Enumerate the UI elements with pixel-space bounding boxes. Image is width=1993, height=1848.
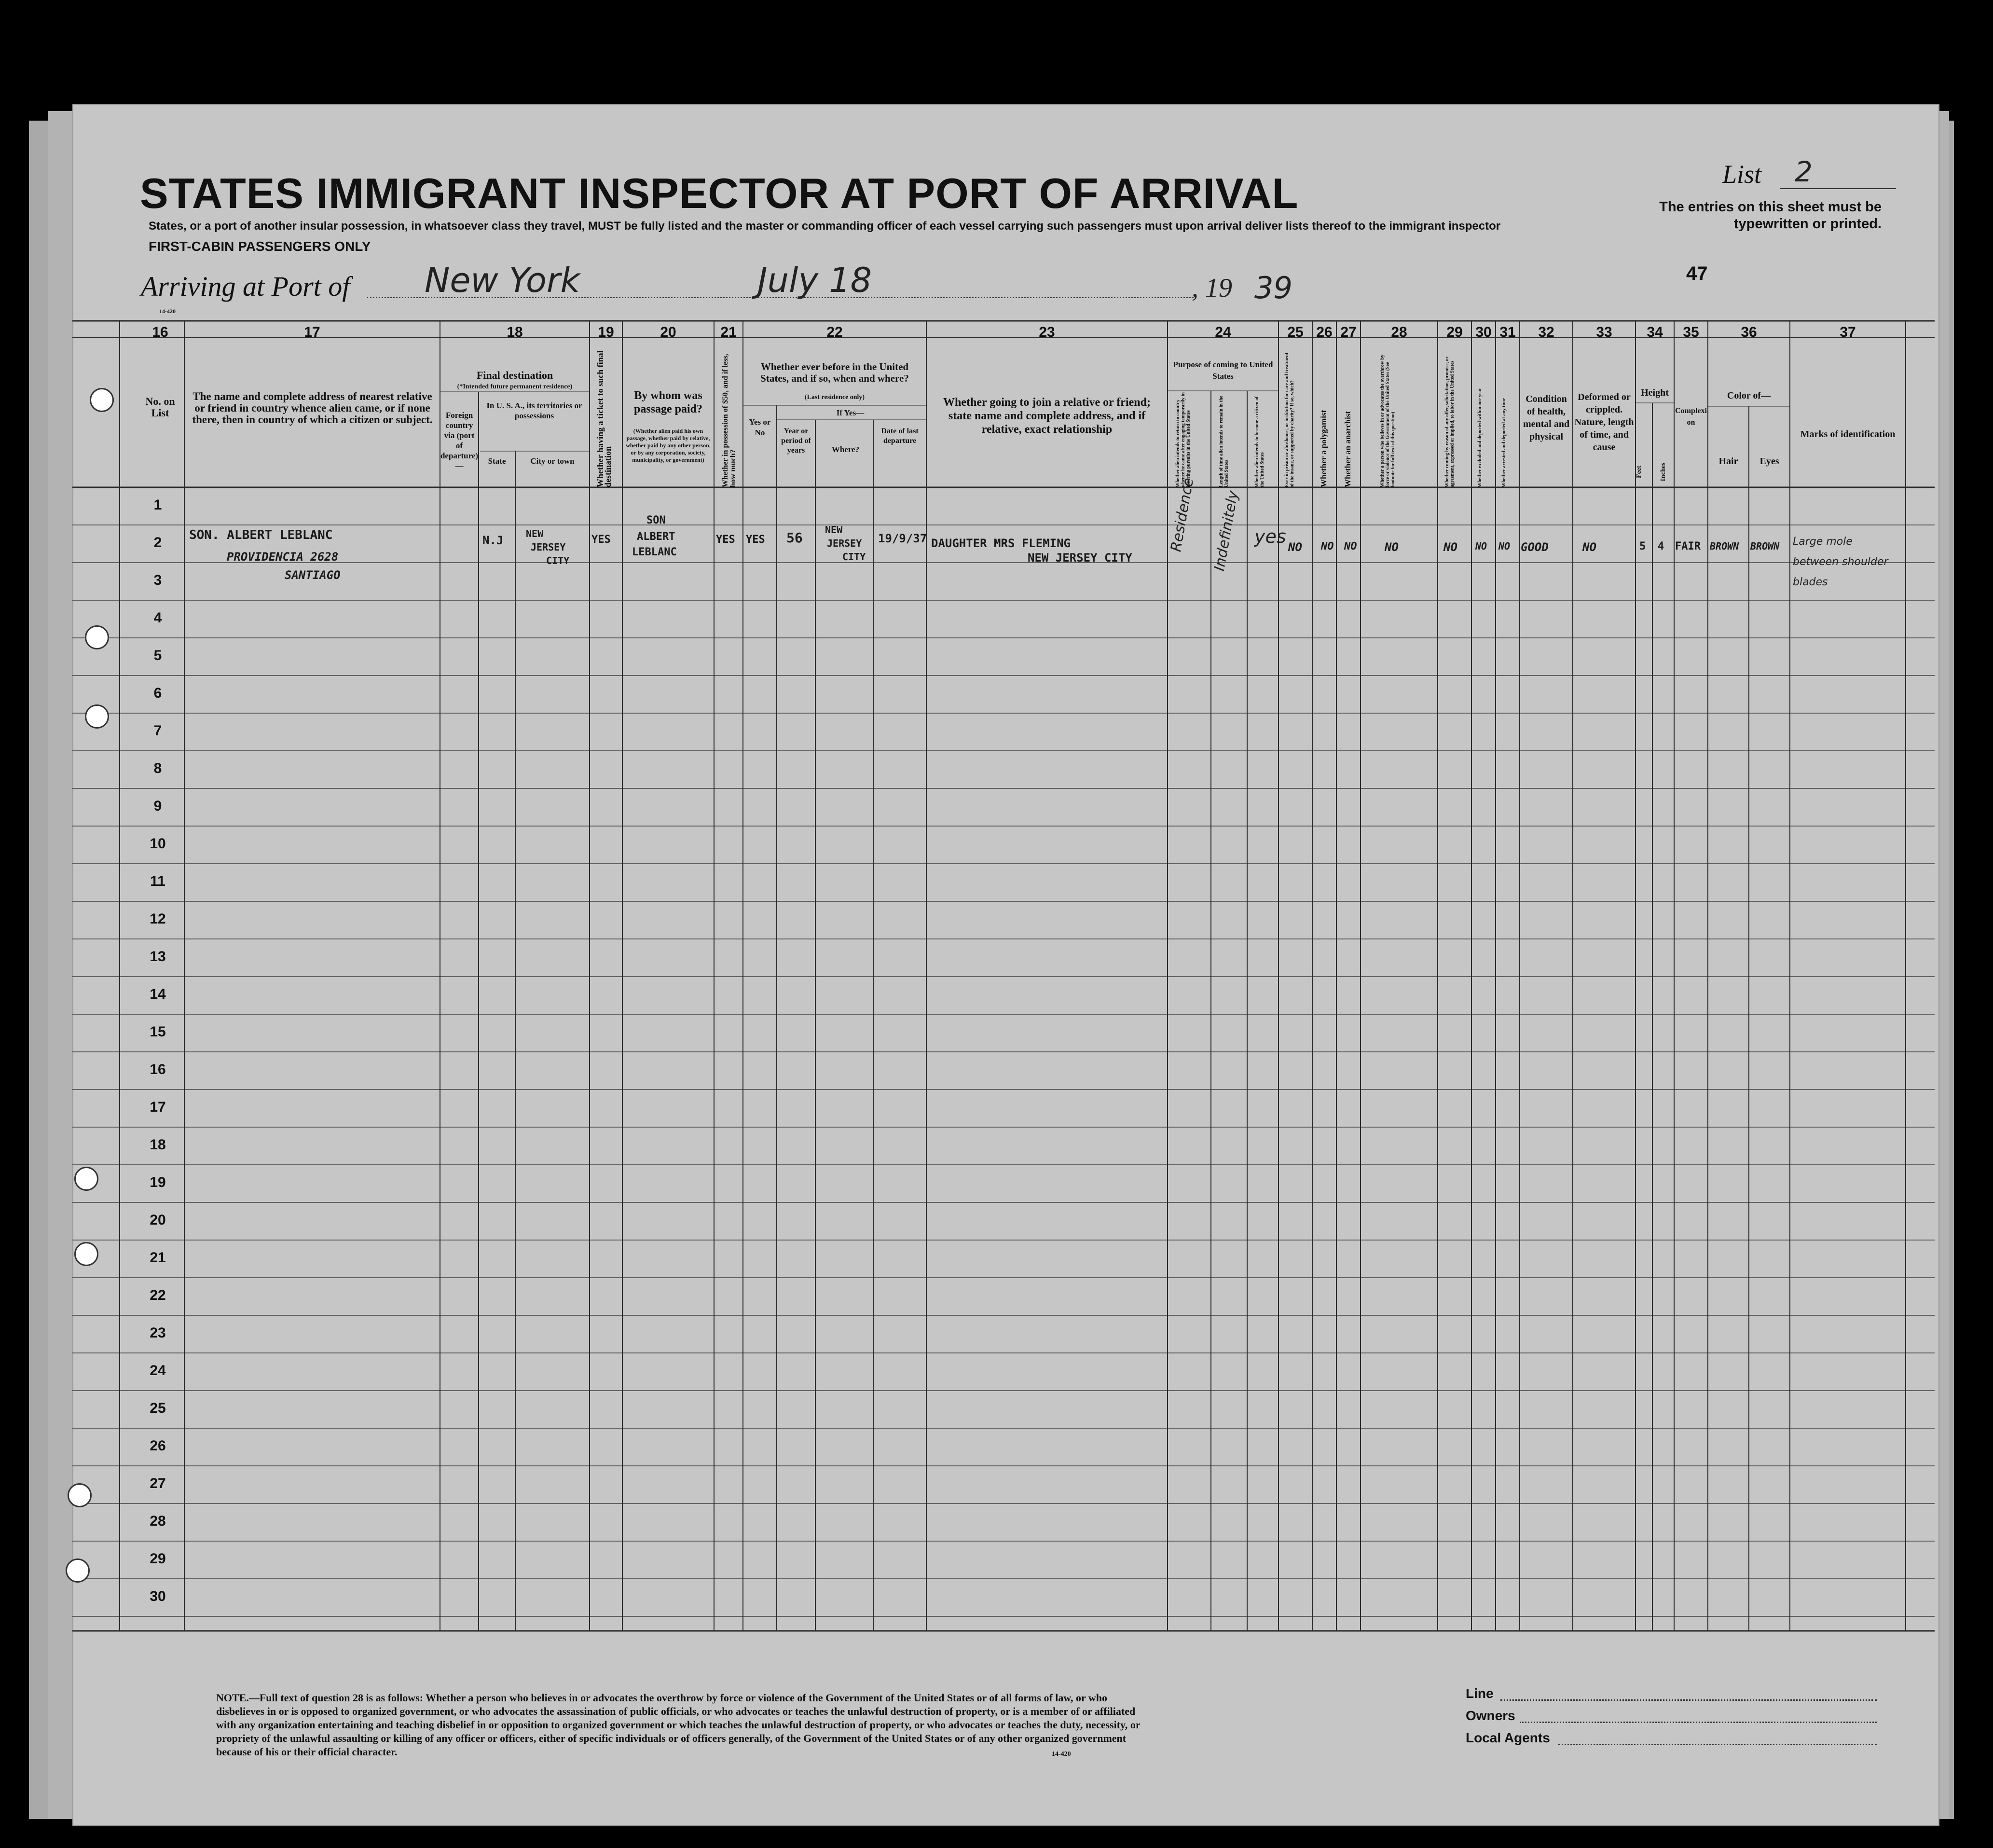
binder-hole [90, 388, 114, 412]
prison-answer: NO [1288, 540, 1302, 554]
where-3: CITY [842, 551, 866, 563]
row-number: 28 [150, 1513, 166, 1529]
binder-hole [74, 1242, 98, 1266]
hdr-fifty-dollars: Whether in possession of $50, and if less, how much? [721, 354, 737, 487]
col-num-27: 27 [1340, 324, 1357, 340]
hdr-polygamist: Whether a polygamist [1319, 410, 1328, 487]
row-number: 22 [150, 1287, 166, 1303]
hdr-city: City or town [530, 456, 575, 466]
form-title: STATES IMMIGRANT INSPECTOR AT PORT OF ARRIVAL [140, 169, 1299, 217]
hdr-color-of: Color of— [1727, 390, 1771, 401]
footnote-question-28: NOTE.—Full text of question 28 is as follows: Whether a person who believes in or advocates the overthrow by force or violence of the Government of the United States or of all forms of law, or who disbelieves in or is opposed to organized government, or who advocates the assassination of public officials, or who advocates or teaches the unlawful destruction of property, or is a member of or affiliated with any organization entertaining and teaching disbelief in or opposition to organized government or which teaches the unlawful destruction of property, or who advocates or teaches the duty, necessity, or propriety of the unlawful assaulting or killing of any officer or officers, either of specific individuals or of officers generally, of the Government of the United States or of any other organized government because of his or their official character. [216, 1692, 1141, 1758]
hdr-feet: Feet [1636, 466, 1643, 478]
owners-field [1520, 1722, 1877, 1723]
height-feet: 5 [1639, 540, 1646, 552]
paid-by-3: LEBLANC [632, 546, 677, 558]
agents-field [1558, 1744, 1877, 1745]
row-number: 1 [153, 497, 162, 513]
eyes-answer: BROWN [1750, 540, 1780, 552]
q30-answer: NO [1475, 540, 1487, 552]
col-num-17: 17 [304, 324, 320, 340]
hdr-complexion: Complexion [1675, 407, 1707, 427]
dest-city-2: JERSEY [531, 541, 566, 553]
form-code-bottom: 14-420 [1052, 1751, 1071, 1758]
hdr-yes-or-no: Yes or No [749, 417, 771, 437]
col-num-18: 18 [507, 324, 523, 340]
row-number: 15 [150, 1024, 166, 1040]
row-number: 5 [153, 648, 162, 663]
row-number: 8 [153, 760, 162, 776]
hdr-hair: Hair [1718, 456, 1738, 467]
col-num-31: 31 [1499, 324, 1516, 340]
col-num-35: 35 [1683, 324, 1699, 340]
purpose-citizen: yes [1254, 526, 1286, 547]
paid-by-1: SON [646, 514, 666, 526]
hdr-final-destination: Final destination [476, 369, 553, 381]
purpose-length: Indefinitely [1211, 489, 1242, 573]
relative-address: PROVIDENCIA 2628 [227, 550, 339, 564]
hdr-eyes: Eyes [1759, 456, 1779, 467]
hdr-if-yes: If Yes— [836, 408, 865, 417]
col-num-37: 37 [1840, 324, 1856, 340]
typewritten-note: The entries on this sheet must be typewritten or printed. [1659, 199, 1882, 232]
hdr-inches: Inches [1660, 462, 1667, 482]
hdr-ticket: Whether having a ticket to such final destination [595, 350, 613, 487]
row-number: 19 [150, 1174, 166, 1190]
col-num-20: 20 [660, 324, 676, 340]
hdr-offer-labor: Whether coming by reason of any offer, solicitation, promise, or agreement, expressed or implied, to labor in the United States [1444, 356, 1455, 487]
hdr-relative-address: The name and complete address of nearest relative or friend in country whence alien came, or if none there, then in country of which a citizen or subject. [192, 390, 433, 426]
binder-hole [85, 625, 109, 649]
form-subtitle: States, or a port of another insular possession, in whatsoever class they travel, MUST be fully listed and the master or commanding officer of each vessel carrying such passengers must upon arrival deliver lists thereof to the immigrant inspector [149, 220, 1501, 233]
purpose-residence: Residence [1168, 476, 1197, 553]
col-num-16: 16 [152, 324, 168, 340]
dest-state: N.J [482, 534, 504, 547]
row-number: 20 [150, 1212, 166, 1228]
marks-1: Large mole [1793, 536, 1853, 548]
deformed-answer: NO [1582, 540, 1596, 554]
years-answer: 56 [786, 530, 803, 546]
paid-by-2: ALBERT [637, 531, 675, 543]
hdr-final-destination-note: (*Intended future permanent residence) [457, 383, 573, 390]
q28-answer: NO [1385, 540, 1399, 554]
col-num-34: 34 [1647, 324, 1663, 340]
row-number: 3 [153, 572, 162, 588]
col-num-23: 23 [1039, 324, 1055, 340]
col-num-28: 28 [1391, 324, 1407, 340]
row-number: 6 [153, 685, 162, 701]
port-handwritten: New York [425, 261, 580, 300]
line-label: Line [1466, 1686, 1494, 1701]
join-address: NEW JERSEY CITY [1028, 551, 1132, 565]
row-number: 11 [150, 873, 165, 889]
line-field [1500, 1699, 1877, 1701]
hdr-year-period: Year or period of years [781, 427, 811, 455]
hdr-excluded: Whether excluded and deported within one year [1477, 388, 1483, 487]
row-number: 10 [150, 836, 166, 852]
first-cabin-label: FIRST-CABIN PASSENGERS ONLY [149, 239, 371, 254]
where-1: NEW [825, 524, 843, 536]
hdr-in-usa: In U. S. A., its territories or possessions [486, 401, 582, 420]
binder-hole [66, 1558, 90, 1583]
arriving-label: Arriving at Port of [141, 271, 350, 302]
height-inches: 4 [1658, 540, 1664, 552]
row-number: 17 [150, 1099, 166, 1115]
binder-hole [74, 1167, 98, 1191]
hdr-purpose-return: Whether alien intends to return to country whence he came after engaging temporarily in laboring pursuits in the United States [1175, 392, 1191, 487]
hdr-state: State [488, 456, 506, 466]
owners-label: Owners [1466, 1708, 1515, 1723]
hdr-where: Where? [831, 445, 860, 454]
col-num-32: 32 [1538, 324, 1554, 340]
before-answer: YES [746, 534, 765, 546]
binder-hole [85, 704, 109, 729]
col-num-26: 26 [1316, 324, 1333, 340]
hdr-purpose-length: Length of time alien intends to remain in the United States [1219, 396, 1229, 487]
where-2: JERSEY [827, 538, 862, 549]
list-number: 2 [1795, 155, 1813, 188]
relative-name: SON. ALBERT LEBLANC [189, 528, 333, 542]
last-departure: 19/9/37 [878, 532, 927, 545]
hdr-no-on-list: No. on List [145, 395, 175, 419]
polygamist-answer: NO [1321, 540, 1334, 552]
complexion-answer: FAIR [1675, 540, 1701, 552]
hdr-prison: Ever in prison or almshouse, or institution for care and treatment of the insane, or supported by charity? If so, which? [1284, 352, 1295, 487]
hdr-overthrow: Whether a person who believes in or advocates the overthrow by force or violence of the Government of the United States (See footnote for full text of this question) [1380, 355, 1396, 487]
hdr-last-departure: Date of last departure [881, 427, 919, 445]
hdr-by-whom: By whom was passage paid? [633, 389, 703, 415]
dest-city-3: CITY [546, 555, 570, 566]
col-num-25: 25 [1287, 324, 1304, 340]
hdr-last-residence: (Last residence only) [804, 394, 865, 401]
row-number: 24 [150, 1363, 166, 1379]
hdr-by-whom-note: (Whether alien paid his own passage, whether paid by relative, whether paid by any other person, or by any corporation, society, municipality, or government) [626, 428, 711, 463]
marks-3: blades [1793, 576, 1828, 588]
hdr-foreign-country: Foreign country via (port of departure)— [440, 411, 479, 470]
year-suffix: 39 [1254, 270, 1292, 305]
hdr-marks: Marks of identification [1800, 429, 1896, 440]
anarchist-answer: NO [1344, 540, 1357, 552]
row-number: 14 [150, 986, 166, 1002]
q29-answer: NO [1443, 540, 1457, 554]
hdr-join-relative: Whether going to join a relative or friend; state name and complete address, and if relative, exact relationship [943, 396, 1151, 436]
dest-city-1: NEW [526, 528, 544, 539]
row-number: 26 [150, 1438, 166, 1454]
col-num-21: 21 [720, 324, 737, 340]
list-line [1780, 188, 1896, 189]
relative-city: SANTIAGO [285, 568, 341, 582]
col-num-29: 29 [1446, 324, 1463, 340]
row-number: 4 [153, 610, 162, 626]
local-agents-label: Local Agents [1466, 1730, 1550, 1745]
hdr-height: Height [1641, 387, 1669, 398]
col-num-24: 24 [1215, 324, 1231, 340]
hdr-anarchist: Whether an anarchist [1343, 411, 1352, 487]
col-num-30: 30 [1475, 324, 1492, 340]
row-number: 13 [150, 949, 166, 965]
sheet-number: 47 [1686, 263, 1708, 284]
marks-2: between shoulder [1793, 556, 1888, 568]
col-num-19: 19 [598, 324, 614, 340]
hdr-deformed: Deformed or crippled. Nature, length of time, and cause [1574, 392, 1634, 453]
row-number: 12 [150, 911, 166, 927]
row-number: 21 [150, 1250, 166, 1266]
binder-hole [68, 1483, 92, 1507]
row-number: 30 [150, 1588, 166, 1604]
row-number: 2 [153, 535, 162, 551]
join-relative: DAUGHTER MRS FLEMING [931, 537, 1071, 550]
hdr-health: Condition of health, mental and physical [1523, 394, 1570, 442]
row-number: 23 [150, 1325, 166, 1341]
hdr-ever-before: Whether ever before in the United States, and if so, when and where? [760, 361, 909, 384]
col-num-33: 33 [1596, 324, 1612, 340]
row-number: 29 [150, 1551, 166, 1567]
q31-answer: NO [1498, 540, 1511, 552]
hdr-arrested: Whether arrested and deported at any time [1501, 398, 1507, 487]
date-handwritten: July 18 [757, 261, 872, 300]
hair-answer: BROWN [1710, 540, 1739, 552]
row-number: 7 [153, 723, 162, 739]
row-number: 9 [153, 798, 162, 814]
year-prefix: , 19 [1192, 273, 1232, 303]
money-answer: YES [716, 534, 735, 546]
row-number: 25 [150, 1400, 166, 1416]
form-code-top: 14-420 [159, 308, 176, 315]
list-label: List [1722, 160, 1762, 189]
row-number: 16 [150, 1062, 166, 1077]
hdr-purpose-citizen: Whether alien intends to become a citizen of the United States [1254, 396, 1265, 487]
col-num-36: 36 [1741, 324, 1757, 340]
row-number: 18 [150, 1137, 166, 1153]
ticket-answer: YES [591, 534, 611, 546]
row-number: 27 [150, 1476, 166, 1491]
col-num-22: 22 [826, 324, 843, 340]
hdr-purpose: Purpose of coming to United States [1173, 360, 1273, 381]
health-answer: GOOD [1521, 540, 1549, 554]
